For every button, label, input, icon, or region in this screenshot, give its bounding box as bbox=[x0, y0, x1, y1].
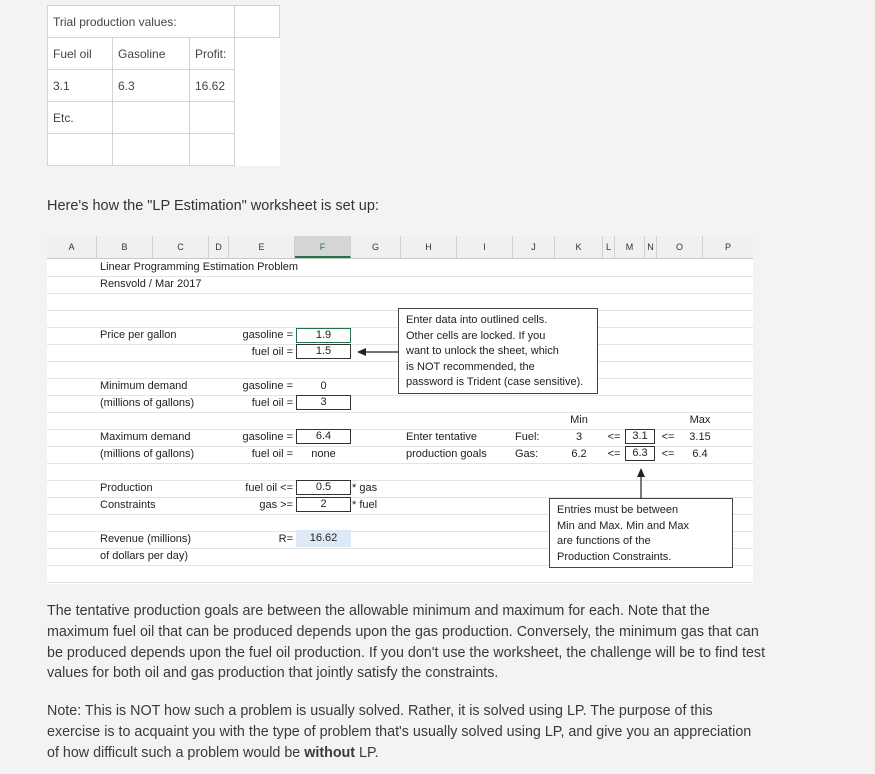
col-header-g: G bbox=[351, 236, 401, 258]
gas-goal-input[interactable]: 6.3 bbox=[625, 446, 655, 461]
fuel-le-1: <= bbox=[607, 431, 621, 443]
spreadsheet-image bbox=[47, 236, 753, 584]
note1-line2: Other cells are locked. If you bbox=[406, 329, 546, 342]
gas-max: 6.4 bbox=[692, 448, 708, 460]
revenue-value: 16.62 bbox=[296, 530, 351, 547]
sheet-title: Linear Programming Estimation Problem bbox=[100, 261, 299, 273]
paragraph-note bbox=[47, 701, 767, 763]
col-header-p: P bbox=[724, 242, 731, 252]
min-gasoline-value[interactable]: 0 bbox=[320, 380, 327, 392]
fuel-le-2: <= bbox=[661, 431, 675, 443]
max-demand-unit: (millions of gallons) bbox=[100, 448, 195, 460]
note-text-end: LP. bbox=[355, 744, 379, 761]
col-header-i: I bbox=[457, 236, 513, 258]
note2-line3: are functions of the bbox=[557, 535, 651, 547]
prod-gas-input[interactable]: 2 bbox=[296, 497, 351, 512]
price-label: Price per gallon bbox=[100, 329, 177, 341]
fuel-goal-input[interactable]: 3.1 bbox=[625, 429, 655, 444]
min-gas-label: gasoline = bbox=[242, 380, 293, 392]
col-header-d: D bbox=[209, 236, 229, 258]
note1-line4: is NOT recommended, the bbox=[406, 360, 535, 373]
revenue-label: Revenue (millions) bbox=[100, 533, 192, 545]
cell-profit: 16.62 bbox=[190, 70, 235, 102]
header-fuel-oil: Fuel oil bbox=[48, 38, 113, 70]
revenue-unit: of dollars per day) bbox=[100, 550, 189, 562]
constraints-label: Constraints bbox=[100, 499, 156, 511]
max-gas-label: gasoline = bbox=[242, 431, 293, 443]
min-fuel-oil-input[interactable]: 3 bbox=[296, 395, 351, 410]
fuel-min: 3 bbox=[575, 431, 583, 443]
prod-gas-label: gas >= bbox=[259, 499, 293, 511]
col-header-n: N bbox=[645, 236, 657, 258]
fuel-max: 3.15 bbox=[689, 431, 711, 443]
col-header-b: B bbox=[97, 236, 153, 258]
goals-label-2: production goals bbox=[406, 448, 487, 460]
gas-min: 6.2 bbox=[571, 448, 587, 460]
min-demand-unit: (millions of gallons) bbox=[100, 397, 195, 409]
header-gasoline: Gasoline bbox=[113, 38, 190, 70]
note-text: Note: This is NOT how such a problem is usually solved. Rather, it is solved using LP. The purpose of this exercise is to acquaint you with the type of problem that's usually solved using LP, and give you an appreciation of how difficult such a problem would be bbox=[47, 703, 752, 761]
max-header: Max bbox=[689, 414, 711, 426]
gas-le-2: <= bbox=[661, 448, 675, 460]
price-fuel-label: fuel oil = bbox=[251, 346, 293, 358]
unlock-note bbox=[398, 308, 598, 394]
gas-le-1: <= bbox=[607, 448, 621, 460]
max-gasoline-input[interactable]: 6.4 bbox=[296, 429, 351, 444]
col-header-l: L bbox=[603, 236, 615, 258]
prod-gas-unit: * fuel bbox=[352, 499, 378, 511]
trial-production-table bbox=[47, 5, 280, 166]
paragraph-constraints: The tentative production goals are between the allowable minimum and maximum for each. Note that the maximum fuel oil that can be produced depends upon the gas production. Conversely, the minimum gas that can be produced depends upon the fuel oil production. If you don't use the worksheet, the challenge will be to find test values for both oil and gas production that jointly satisfy the constraints. bbox=[47, 603, 766, 682]
col-header-c: C bbox=[153, 236, 209, 258]
arrow-up-icon bbox=[635, 468, 647, 498]
col-header-m: M bbox=[615, 236, 645, 258]
cell-etc: Etc. bbox=[48, 102, 113, 134]
min-fuel-label: fuel oil = bbox=[251, 397, 293, 409]
note2-line2: Min and Max. Min and Max bbox=[557, 519, 690, 532]
col-header-h: H bbox=[401, 236, 457, 258]
gas-label: Gas: bbox=[515, 448, 539, 460]
note1-line3: want to unlock the sheet, which bbox=[406, 345, 559, 357]
note2-line4: Production Constraints. bbox=[557, 550, 672, 563]
sheet-subtitle: Rensvold / Mar 2017 bbox=[100, 278, 202, 290]
note2-line1: Entries must be between bbox=[557, 504, 679, 516]
price-gasoline-input[interactable]: 1.9 bbox=[296, 328, 351, 343]
min-header: Min bbox=[570, 414, 588, 426]
intro-text: Here's how the "LP Estimation" worksheet is set up: bbox=[47, 198, 379, 214]
max-fuel-label: fuel oil = bbox=[251, 448, 293, 460]
revenue-r-label: R= bbox=[278, 533, 293, 545]
prod-fuel-input[interactable]: 0.5 bbox=[296, 480, 351, 495]
price-fuel-oil-input[interactable]: 1.5 bbox=[296, 344, 351, 359]
price-gas-label: gasoline = bbox=[242, 329, 293, 341]
note1-line5: password is Trident (case sensitive). bbox=[406, 376, 584, 388]
prod-fuel-label: fuel oil <= bbox=[245, 482, 293, 494]
note1-line1: Enter data into outlined cells. bbox=[406, 314, 548, 326]
prod-fuel-unit: * gas bbox=[352, 482, 378, 494]
col-header-f: F bbox=[295, 236, 351, 258]
max-fuel-oil-value[interactable]: none bbox=[311, 448, 336, 460]
max-demand-label: Maximum demand bbox=[100, 431, 191, 443]
trial-table-title: Trial production values: bbox=[48, 6, 235, 38]
fuel-label: Fuel: bbox=[515, 431, 540, 443]
col-header-o: O bbox=[657, 236, 703, 258]
column-header-row bbox=[47, 236, 753, 259]
col-header-j: J bbox=[513, 236, 555, 258]
goals-label: Enter tentative bbox=[406, 431, 477, 443]
col-header-k: K bbox=[555, 236, 603, 258]
note-bold-text: without bbox=[304, 744, 356, 761]
min-demand-label: Minimum demand bbox=[100, 380, 188, 392]
cell-gasoline: 6.3 bbox=[113, 70, 190, 102]
header-profit: Profit: bbox=[190, 38, 235, 70]
production-label: Production bbox=[100, 482, 153, 494]
entries-note bbox=[549, 498, 733, 568]
col-header-a: A bbox=[47, 236, 97, 258]
col-header-e: E bbox=[229, 236, 295, 258]
cell-fuel-oil: 3.1 bbox=[48, 70, 113, 102]
